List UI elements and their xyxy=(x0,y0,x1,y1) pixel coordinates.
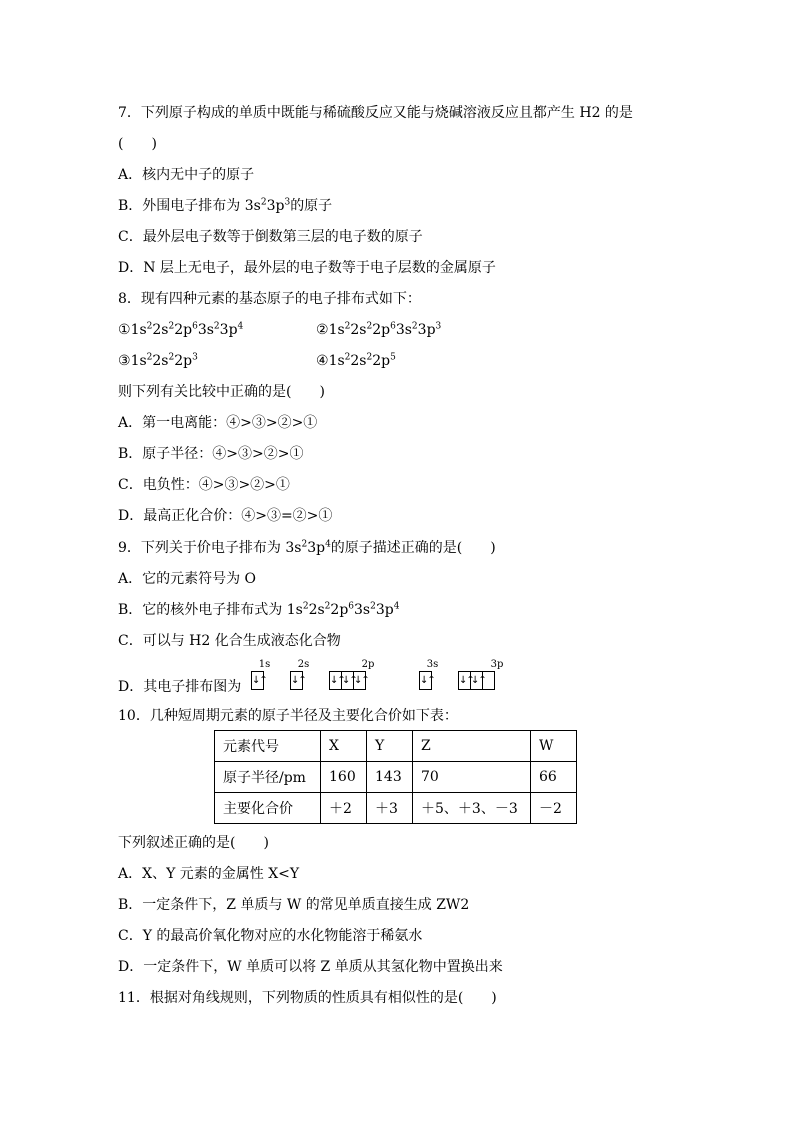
config-term: 3p xyxy=(219,322,238,338)
config-exponent: 2 xyxy=(344,352,351,363)
q7-option-c: C．最外层电子数等于倒数第三层的电子数的原子 xyxy=(118,229,423,245)
config-term: 3p xyxy=(417,322,436,338)
orbital-label: 3s xyxy=(426,659,439,670)
config-term: 2s xyxy=(152,353,169,369)
q9-option-b-config xyxy=(287,602,400,618)
table-row xyxy=(215,762,577,793)
config-mark: ① xyxy=(118,322,131,338)
config-term: 3s xyxy=(354,602,371,618)
orbital-box xyxy=(482,671,495,690)
config-term: 2p xyxy=(330,602,349,618)
config-exponent: 2 xyxy=(366,321,373,332)
q10-option-b: B．一定条件下，Z 单质与 W 的常见单质直接生成 ZW2 xyxy=(118,897,470,913)
table-cell: 70 xyxy=(413,762,531,793)
config-exponent: 4 xyxy=(237,321,244,332)
orbital-box: ↓↑ xyxy=(419,671,432,690)
config-term: 2p xyxy=(372,322,391,338)
table-cell: 主要化合价 xyxy=(215,793,321,824)
table-row xyxy=(215,793,577,824)
q7-option-d: D．N 层上无电子，最外层的电子数等于电子层数的金属原子 xyxy=(118,260,496,276)
config-exponent: 2 xyxy=(146,352,153,363)
config-mark: ② xyxy=(316,322,329,338)
q8-option-b: B．原子半径：④>③>②>① xyxy=(118,446,304,462)
orbital-box: ↓↑ xyxy=(458,671,471,690)
config-term: 2s xyxy=(152,322,169,338)
q8-option-a: A．第一电离能：④>③>②>① xyxy=(118,415,318,431)
config-term: 2s xyxy=(308,602,325,618)
q8-config-3 xyxy=(118,351,198,371)
config-exponent: 2 xyxy=(324,601,331,612)
config-term: 1s xyxy=(328,353,345,369)
config-exponent: 2 xyxy=(411,321,418,332)
orbital-label: 3p xyxy=(490,659,504,670)
config-exponent: 2 xyxy=(168,321,175,332)
q8-option-c: C．电负性：④>③>②>① xyxy=(118,477,290,493)
config-term: 2p xyxy=(174,322,193,338)
element-properties-table xyxy=(214,730,577,824)
config-exponent: 2 xyxy=(168,352,175,363)
orbital-label: 2p xyxy=(361,659,375,670)
table-header-row xyxy=(215,731,577,762)
table-cell: －2 xyxy=(531,793,577,824)
orbital-box: ↓↑ xyxy=(353,671,366,690)
q11-stem: 11．根据对角线规则，下列物质的性质具有相似性的是( ) xyxy=(118,990,497,1006)
config-exponent: 2 xyxy=(370,601,376,612)
orbital-box: ↓↑ xyxy=(470,671,483,690)
orbital-box: ↓↑ xyxy=(329,671,342,690)
table-cell: 143 xyxy=(367,762,413,793)
q10-stem: 10．几种短周期元素的原子半径及主要化合价如下表： xyxy=(118,708,458,724)
config-exponent: 2 xyxy=(146,321,153,332)
q10-option-c: C．Y 的最高价氧化物对应的水化物能溶于稀氨水 xyxy=(118,928,423,944)
orbital-label: 2s xyxy=(297,659,310,670)
q8-stem: 8．现有四种元素的基态原子的电子排布式如下： xyxy=(118,291,421,307)
config-exponent: 6 xyxy=(348,601,355,612)
config-exponent: 6 xyxy=(390,321,396,332)
q10-option-d: D．一定条件下，W 单质可以将 Z 单质从其氢化物中置换出来 xyxy=(118,959,503,975)
q8-option-d: D．最高正化合价：④>③=②>① xyxy=(118,508,333,524)
table-cell: ＋5、＋3、－3 xyxy=(413,793,531,824)
config-term: 2s xyxy=(350,322,367,338)
config-exponent: 2 xyxy=(213,321,220,332)
q8-question: 则下列有关比较中正确的是( ) xyxy=(118,384,325,400)
orbital-box: ↓↑ xyxy=(251,671,264,690)
q9-option-b: B．它的核外电子排布式为 $1s^22s^22p^63s^23p^4$ xyxy=(118,601,400,618)
q9-option-d: D．其电子排布图为 xyxy=(118,679,242,695)
table-cell: ＋2 xyxy=(321,793,367,824)
q8-config-4 xyxy=(316,351,396,371)
q8-config-1 xyxy=(118,320,243,340)
config-exponent: 2 xyxy=(366,352,373,363)
config-mark: ④ xyxy=(316,353,329,369)
table-cell: Y xyxy=(367,731,413,762)
config-term: 3p xyxy=(375,602,394,618)
q7-paren: ( ) xyxy=(118,136,157,152)
config-exponent: 4 xyxy=(393,601,400,612)
table-cell: ＋3 xyxy=(367,793,413,824)
table-cell: 元素代号 xyxy=(215,731,321,762)
orbital-box: ↓↑ xyxy=(290,671,303,690)
table-cell: 66 xyxy=(531,762,577,793)
config-term: 2p xyxy=(372,353,391,369)
q9-option-a: A．它的元素符号为 O xyxy=(118,571,257,587)
config-term: 1s xyxy=(130,322,147,338)
table-cell: 原子半径/pm xyxy=(215,762,321,793)
config-term: 3s xyxy=(197,322,214,338)
config-term: 1s xyxy=(130,353,147,369)
table-cell: W xyxy=(531,731,577,762)
config-term: 2s xyxy=(350,353,367,369)
config-exponent: 2 xyxy=(302,601,309,612)
config-term: 1s xyxy=(286,602,303,618)
q7-option-a: A．核内无中子的原子 xyxy=(118,167,255,183)
orbital-label: 1s xyxy=(258,659,271,670)
config-exponent: 5 xyxy=(390,352,396,363)
config-term: 2p xyxy=(174,353,193,369)
config-exponent: 6 xyxy=(192,321,198,332)
table-cell: X xyxy=(321,731,367,762)
q7-option-b: B．外围电子排布为 $3s^23p^3$的原子 xyxy=(118,197,333,214)
config-term: 1s xyxy=(328,322,345,338)
q10-question: 下列叙述正确的是( ) xyxy=(118,835,269,851)
table-cell: 160 xyxy=(321,762,367,793)
config-mark: ③ xyxy=(118,353,131,369)
q9-option-c: C．可以与 H2 化合生成液态化合物 xyxy=(118,633,341,649)
q10-option-a: A．X、Y 元素的金属性 X<Y xyxy=(118,866,300,882)
orbital-box: ↓↑ xyxy=(341,671,354,690)
config-exponent: 3 xyxy=(192,352,198,363)
config-term: 3s xyxy=(395,322,412,338)
q9-stem: 9．下列关于价电子排布为 $3s^23p^4$的原子描述正确的是( ) xyxy=(118,539,496,556)
q7-stem: 7．下列原子构成的单质中既能与稀硫酸反应又能与烧碱溶液反应且都产生 H2 的是 xyxy=(118,105,633,121)
table-cell: Z xyxy=(413,731,531,762)
q8-config-2 xyxy=(316,320,441,340)
config-exponent: 3 xyxy=(435,321,442,332)
config-exponent: 2 xyxy=(344,321,351,332)
